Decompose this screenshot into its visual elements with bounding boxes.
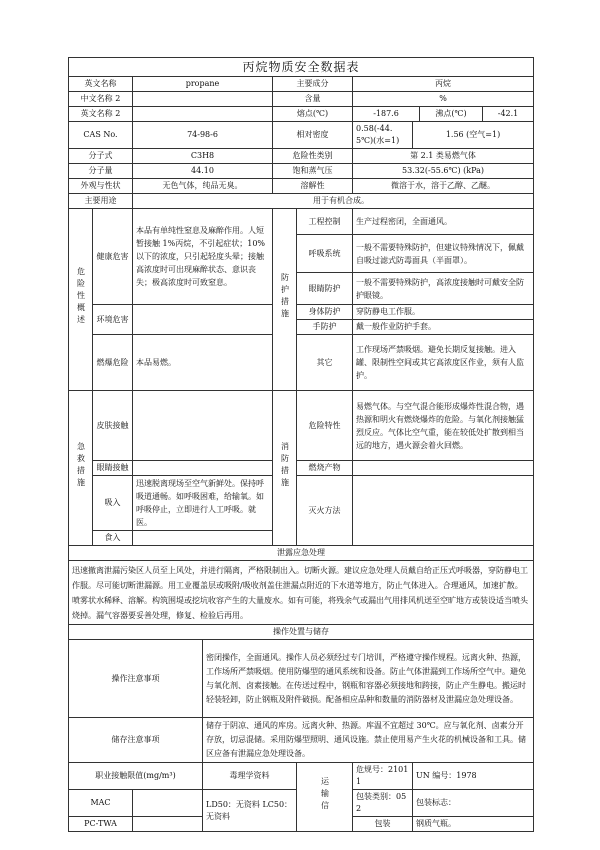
row-other [69,335,534,391]
other-value: 工作现场严禁吸烟。避免长期反复接触。进入罐、限制性空间或其它高浓度区作业，须有人监护。 [353,335,534,391]
fire-hazard-value: 易燃气体。与空气混合能形成爆炸性混合物，遇热源和明火有燃烧爆炸的危险。与氧化剂接触猛烈反应。气体比空气重，能在较低处扩散到相当远的地方，遇火源会着火回燃。 [353,391,534,461]
firefight-group-label: 消防措施 [273,391,297,546]
pctwa-value [133,817,203,832]
store-label: 储存注意事项 [69,718,203,763]
inhale-label: 吸入 [93,476,133,531]
use-label: 主要用途 [69,194,133,209]
pack-label: 包装 [353,817,413,832]
cas-label: CAS No. [69,122,133,149]
mac-label: MAC [69,790,133,817]
pack-mark: 包装标志： [413,790,534,817]
env-value [133,305,273,335]
footer-row-1 [69,763,534,790]
eye-contact-value [133,461,273,476]
use-value: 用于有机合成。 [133,194,534,209]
hazard-class-label: 危险性类别 [273,149,353,164]
cas-value: 74-98-6 [133,122,273,149]
product-label: 燃烧产物 [297,461,353,476]
sheet-title: 丙烷物质安全数据表 [69,58,534,77]
appearance-label: 外观与性状 [69,179,133,194]
skin-value [133,391,273,461]
eng-label: 工程控制 [297,209,353,235]
handling-header-row [69,625,534,640]
health-label: 健康危害 [93,209,133,305]
row-appearance [69,179,534,194]
row-en-name [69,77,534,92]
mp-bp-cell [353,107,534,122]
density-air: 1.56 (空气=1) [413,122,534,149]
resp-value: 一般不需要特殊防护，但建议特殊情况下，佩戴自吸过滤式防毒面具（半面罩）。 [353,235,534,273]
title-row [69,58,534,77]
mac-value [133,790,203,817]
body-protect-label: 身体防护 [297,305,353,320]
protect-group-label: 防护措施 [273,209,297,391]
mp-label: 熔点(℃) [273,107,353,122]
bp-label: 沸点(℃) [420,107,483,121]
resp-label: 呼吸系统 [297,235,353,273]
op-value: 密闭操作，全面通风。操作人员必须经过专门培训，严格遵守操作规程。远离火种、热源，工作场所严禁吸烟。使用防爆型的通风系统和设备。防止气体泄漏到工作场所空气中。避免与氧化剂、卤素接触。在传送过程中，钢瓶和容器必须接地和跨接，防止产生静电。搬运时轻装轻卸，防止钢瓶及附件破损。配备相应品种和数量的消防器材及泄漏应急处理设备。 [203,640,534,718]
hazard-class-value: 第 2.1 类易燃气体 [353,149,534,164]
spill-header-row [69,546,534,561]
density-label: 相对密度 [273,122,353,149]
tox-value: LD50：无资料 LC50：无资料 [203,790,297,832]
main-comp-label: 主要成分 [273,77,353,92]
row-eng-control [69,209,534,235]
pack-value: 钢质气瓶。 [413,817,534,832]
cn-name2-value [133,92,273,107]
firstaid-group-label: 急救措施 [69,391,93,546]
solubility-label: 溶解性 [273,179,353,194]
content-unit: % [353,92,534,107]
spill-text: 迅速撤离泄漏污染区人员至上风处，并进行隔离，严格限制出入。切断火源。建议应急处理人员戴自给正压式呼吸器，穿防静电工作服。尽可能切断泄漏源。用工业覆盖层或吸附/吸收剂盖住泄漏点附近的下水道等地方，防止气体进入。合理通风，加速扩散。喷雾状水稀释、溶解。构筑围堤或挖坑收容产生的大量废水。如有可能，将残余气或漏出气用排风机送至空旷地方或装设适当喷头烧掉。漏气容器要妥善处理，修复、检验后再用。 [69,561,534,625]
eye-protect-value: 一般不需要特殊防护，高浓度接触时可戴安全防护眼镜。 [353,273,534,305]
row-body-protect [69,305,534,320]
vapor-value: 53.32(-55.6℃) (kPa) [353,164,534,179]
env-label: 环境危害 [93,305,133,335]
mw-label: 分子量 [69,164,133,179]
spill-header: 泄露应急处理 [69,546,534,561]
row-use [69,194,534,209]
handling-header: 操作处置与储存 [69,625,534,640]
en-name-label: 英文名称 [69,77,133,92]
transport-label: 运输信 [297,763,353,832]
row-cn-name2 [69,92,534,107]
eye-contact-label: 眼睛接触 [93,461,133,476]
en-name2-value [133,107,273,122]
content-label: 含量 [273,92,353,107]
store-row [69,718,534,763]
density-water: 0.58(-44.5℃)(水=1) [353,122,413,149]
mp-value: -187.6 [353,107,420,121]
fire-hazard-label: 危险特性 [297,391,353,461]
vapor-label: 饱和蒸气压 [273,164,353,179]
hand-protect-value: 戴一般作业防护手套。 [353,320,534,335]
mp-bp-inner [353,107,533,121]
body-protect-value: 穿防静电工作服。 [353,305,534,320]
formula-label: 分子式 [69,149,133,164]
mw-value: 44.10 [133,164,273,179]
formula-value: C3H8 [133,149,273,164]
other-label: 其它 [297,335,353,391]
ingest-label: 食入 [93,531,133,546]
en-name-value: propane [133,77,273,92]
op-label: 操作注意事项 [69,640,203,718]
hand-protect-label: 手防护 [297,320,353,335]
tox-label: 毒理学资料 [203,763,297,790]
en-name2-label: 英文名称 2 [69,107,133,122]
row-formula [69,149,534,164]
method-value [353,476,534,546]
bp-value: -42.1 [497,109,519,118]
store-value: 储存于阴凉、通风的库房。远离火种、热源。库温不宜超过 30℃。应与氧化剂、卤素分开存放，切忌混储。采用防爆型照明、通风设施。禁止使用易产生火花的机械设备和工具。储区应备有泄漏应急处理设备。 [203,718,534,763]
health-value: 本品有单纯性窒息及麻醉作用。人短暂接触 1%丙烷，不引起症状；10%以下的浓度，只引起轻度头晕；接触高浓度时可出现麻醉状态、意识丧失；极高浓度时可致窒息。 [133,209,273,305]
msds-table [68,57,534,832]
msds-sheet [68,57,533,832]
fire-value: 本品易燃。 [133,335,273,391]
spill-text-row [69,561,534,625]
op-row [69,640,534,718]
eye-protect-label: 眼睛防护 [297,273,353,305]
inhale-value: 迅速脱离现场至空气新鲜处。保持呼吸道通畅。如呼吸困难，给输氧。如呼吸停止，立即进行人工呼吸。就医。 [133,476,273,531]
oel-label: 职业接触限值(mg/m³) [69,763,203,790]
skin-label: 皮肤接触 [93,391,133,461]
main-comp-value: 丙烷 [353,77,534,92]
un-danger: 危规号：21011 [353,763,413,790]
cn-name2-label: 中文名称 2 [69,92,133,107]
ingest-value [133,531,273,546]
product-value [353,461,534,476]
row-en-name2 [69,107,534,122]
row-skin [69,391,534,461]
hazard-group-label: 危险性概述 [69,209,93,391]
method-label: 灭火方法 [297,476,353,546]
fire-label: 燃爆危险 [93,335,133,391]
eng-value: 生产过程密闭，全面通风。 [353,209,534,235]
un-no: UN 编号：1978 [413,763,534,790]
row-inhale [69,476,534,531]
row-eye-contact [69,461,534,476]
row-mw [69,164,534,179]
solubility-value: 微溶于水，溶于乙醇、乙醚。 [353,179,534,194]
pctwa-label: PC-TWA [69,817,133,832]
row-cas [69,122,534,149]
pack-class: 包装类别：052 [353,790,413,817]
appearance-value: 无色气体，纯品无臭。 [133,179,273,194]
